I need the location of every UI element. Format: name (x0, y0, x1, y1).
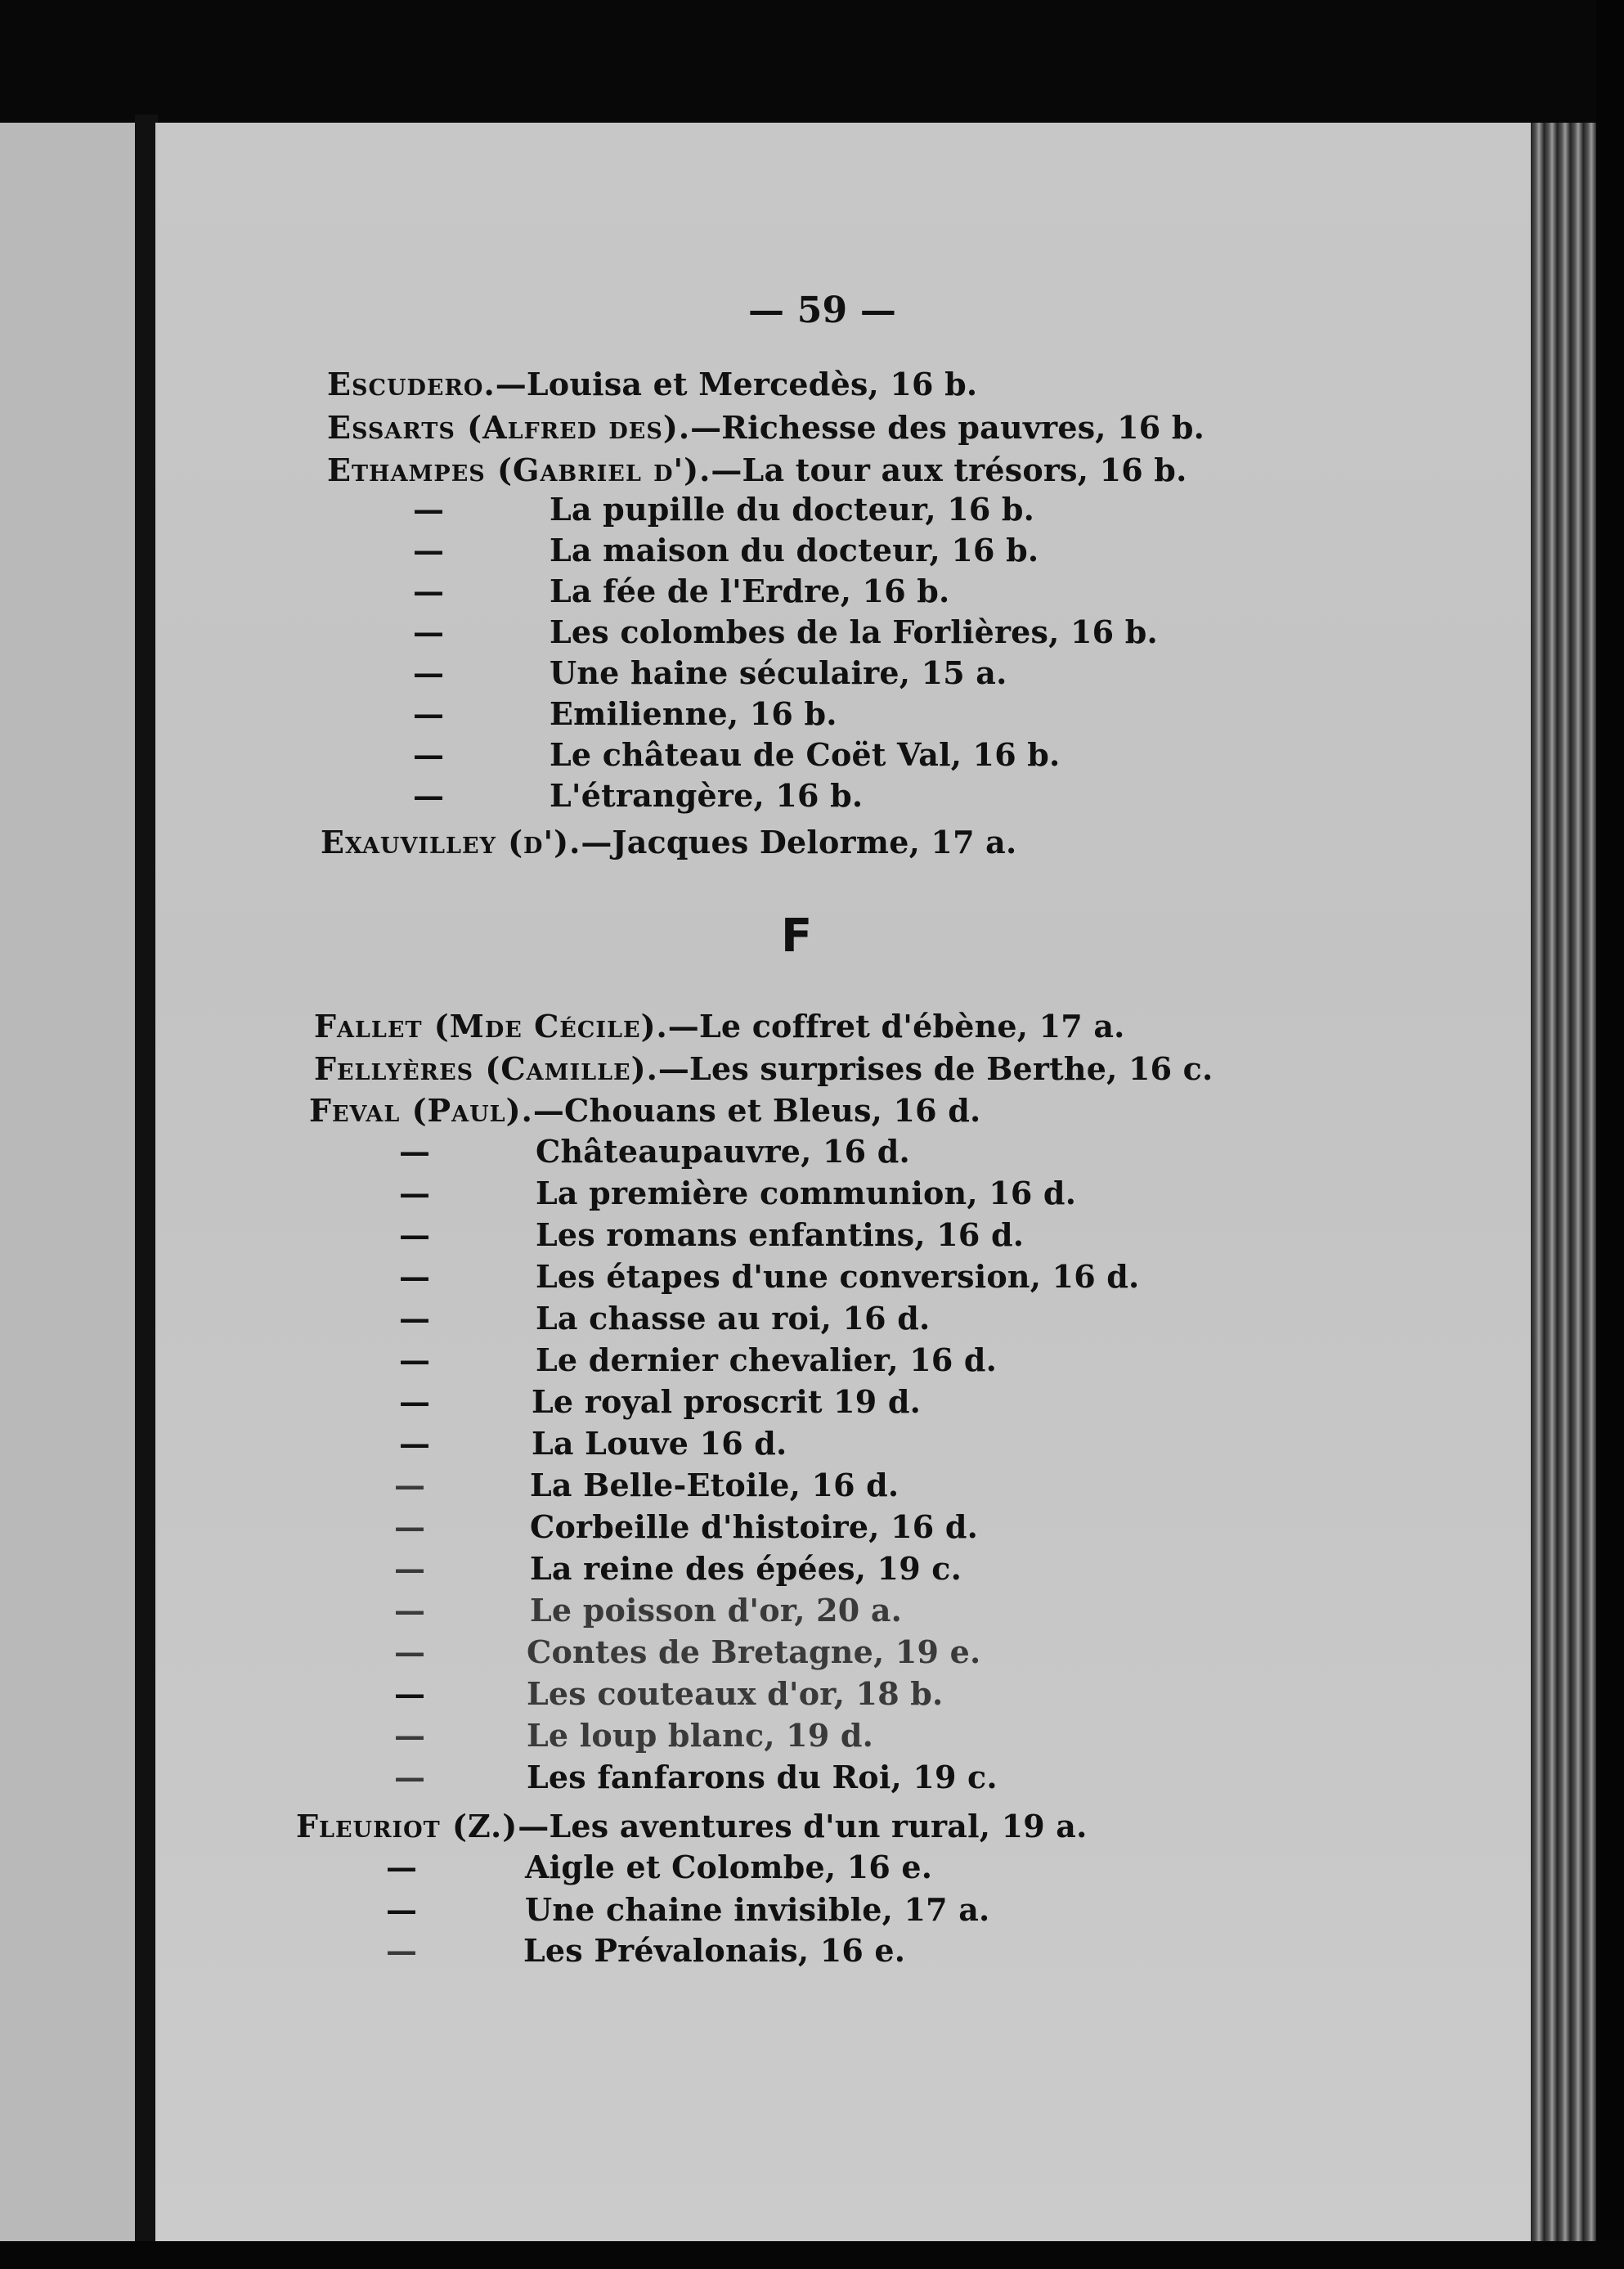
ditto-dash: — (394, 1467, 426, 1503)
entry-author: Essarts (Alfred des). (327, 409, 691, 446)
entry-title: Les romans enfantins, 16 d. (536, 1216, 1025, 1253)
ditto-dash: — (399, 1383, 431, 1420)
entry-author: Fellyères (Camille). (314, 1050, 658, 1087)
entry-title: La chasse au roi, 16 d. (536, 1300, 931, 1337)
ditto-dash: — (399, 1425, 431, 1462)
ditto-dash: — (394, 1717, 426, 1754)
entry-title: La Belle-Etoile, 16 d. (530, 1467, 899, 1503)
entry-title: Contes de Bretagne, 19 e. (527, 1633, 981, 1670)
entry-title: Corbeille d'histoire, 16 d. (530, 1508, 979, 1545)
entry-title: La pupille du docteur, 16 b. (550, 491, 1035, 528)
bottom-scan-border (0, 2241, 1624, 2269)
entry-title: Les fanfarons du Roi, 19 c. (527, 1759, 998, 1795)
facing-page-edge (0, 123, 141, 2241)
ditto-dash: — (394, 1759, 426, 1795)
entry-title: Une haine séculaire, 15 a. (550, 654, 1007, 691)
entry-title: Le loup blanc, 19 d. (527, 1717, 874, 1754)
ditto-dash: — (399, 1341, 431, 1378)
entry-title: —Richesse des pauvres, 16 b. (690, 409, 1205, 446)
entry-title: La fée de l'Erdre, 16 b. (550, 573, 950, 609)
ditto-dash: — (399, 1175, 431, 1211)
entry-title: —Les surprises de Berthe, 16 c. (657, 1050, 1214, 1087)
ditto-dash: — (399, 1133, 431, 1170)
section-letter: F (781, 910, 813, 963)
catalog-entry (321, 822, 1016, 863)
top-scan-border (0, 0, 1624, 123)
catalog-entry (309, 1090, 980, 1131)
entry-title: Aigle et Colombe, 16 e. (525, 1849, 933, 1885)
catalog-entry (327, 407, 1205, 448)
ditto-dash: — (399, 1258, 431, 1295)
entry-title: La reine des épées, 19 c. (530, 1550, 962, 1587)
entry-title: Le poisson d'or, 20 a. (530, 1592, 903, 1629)
ditto-dash: — (386, 1891, 418, 1928)
catalog-entry (314, 1006, 1125, 1047)
ditto-dash: — (394, 1592, 426, 1629)
entry-title: Les colombes de la Forlières, 16 b. (550, 613, 1158, 650)
ditto-dash: — (386, 1849, 418, 1885)
catalog-entry (314, 1049, 1213, 1090)
entry-title: Le dernier chevalier, 16 d. (536, 1341, 998, 1378)
ditto-dash: — (413, 777, 445, 814)
ditto-dash: — (394, 1508, 426, 1545)
entry-title: La maison du docteur, 16 b. (550, 532, 1039, 568)
entry-title: Châteaupauvre, 16 d. (536, 1133, 910, 1170)
ditto-dash: — (394, 1675, 426, 1712)
ditto-dash: — (386, 1932, 418, 1969)
ditto-dash: — (413, 613, 445, 650)
ditto-dash: — (413, 736, 445, 773)
ditto-dash: — (413, 532, 445, 568)
page-stack-edge (1531, 123, 1596, 2241)
entry-title: —Chouans et Bleus, 16 d. (532, 1092, 981, 1129)
entry-author: Ethampes (Gabriel d'). (327, 452, 711, 488)
entry-title: —Louisa et Mercedès, 16 b. (495, 366, 978, 402)
entry-title: —Le coffret d'ébène, 17 a. (667, 1008, 1125, 1045)
entry-author: Exauvilley (d'). (321, 824, 581, 860)
ditto-dash: — (394, 1633, 426, 1670)
entry-title: Le château de Coët Val, 16 b. (550, 736, 1061, 773)
entry-title: Le royal proscrit 19 d. (532, 1383, 922, 1420)
entry-title: La première communion, 16 d. (536, 1175, 1077, 1211)
book-spine-shadow (135, 115, 158, 2269)
right-scan-border (1596, 0, 1624, 2269)
entry-title: Une chaine invisible, 17 a. (525, 1891, 990, 1928)
entry-title: Emilienne, 16 b. (550, 695, 837, 732)
ditto-dash: — (413, 573, 445, 609)
page-number: — 59 — (748, 290, 897, 331)
ditto-dash: — (413, 654, 445, 691)
catalog-entry (327, 450, 1187, 491)
entry-title: L'étrangère, 16 b. (550, 777, 864, 814)
entry-title: La Louve 16 d. (532, 1425, 787, 1462)
ditto-dash: — (394, 1550, 426, 1587)
entry-title: Les Prévalonais, 16 e. (523, 1932, 906, 1969)
ditto-dash: — (413, 695, 445, 732)
catalog-entry (296, 1806, 1088, 1847)
entry-title: Les couteaux d'or, 18 b. (527, 1675, 944, 1712)
entry-author: Fallet (Mde Cécile). (314, 1008, 668, 1045)
ditto-dash: — (399, 1300, 431, 1337)
entry-author: Fleuriot (Z.) (296, 1808, 518, 1844)
ditto-dash: — (399, 1216, 431, 1253)
catalog-entry (327, 364, 977, 405)
entry-author: Feval (Paul). (309, 1092, 533, 1129)
entry-title: Les étapes d'une conversion, 16 d. (536, 1258, 1140, 1295)
entry-title: —Jacques Delorme, 17 a. (581, 824, 1017, 860)
ditto-dash: — (413, 491, 445, 528)
entry-title: —Les aventures d'un rural, 19 a. (518, 1808, 1088, 1844)
entry-title: —La tour aux trésors, 16 b. (711, 452, 1187, 488)
entry-author: Escudero. (327, 366, 496, 402)
